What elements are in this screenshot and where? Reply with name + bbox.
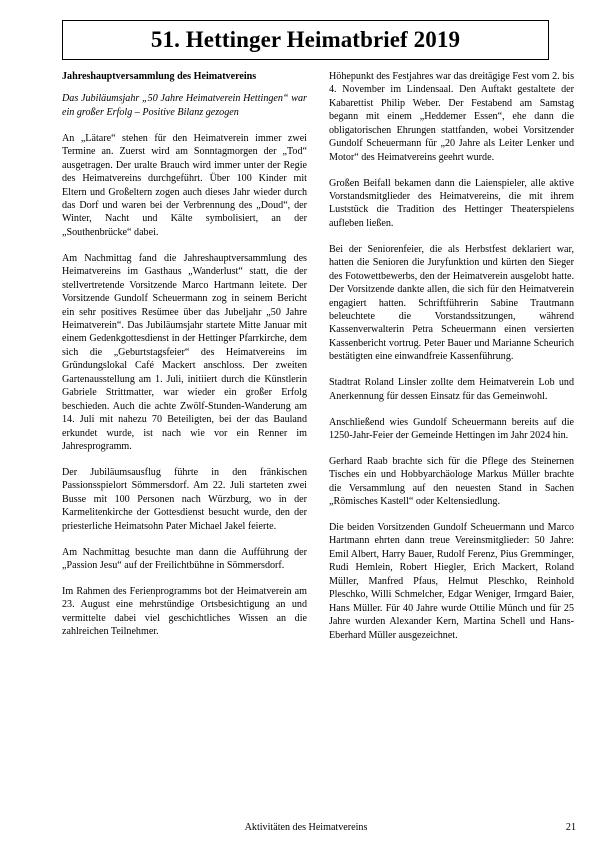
paragraph: Der Jubiläumsausflug führte in den fränkischen Passionsspielort Sömmersdorf. Am 22. Juli starteten zwei Busse mit 100 Personen nach Würzburg, wo in der Karmelitenkirche der Gottesdienst besucht wurde, den der priesterliche Heimatsohn Pater Michael Jakel feierte. xyxy=(62,466,307,532)
article-heading: Jahreshauptversammlung des Heimatvereins xyxy=(62,71,257,82)
paragraph: Gerhard Raab brachte sich für die Pflege des Steinernen Tisches ein und Hobbyarchäologe Markus Müller brachte die Versammlung auf den neuesten Stand in Sachen „Römisches Kastell“ oder Keltensiedlung. xyxy=(329,455,574,508)
paragraph: Anschließend wies Gundolf Scheuermann bereits auf die 1250-Jahr-Feier der Gemeinde Hettingen im Jahr 2024 hin. xyxy=(329,416,574,441)
paragraph: Bei der Seniorenfeier, die als Herbstfest deklariert war, hatten die Senioren die Juryfunktion und kürten den Sieger des Fotowettbewerbs, den der Heimatverein ausgelobt hatte. Der Vorsitzende dankte allen, die sich für den Heimatverein engagiert hatten. Schriftführerin Sabine Trautmann beleuchtete die Vorstandssitzungen, während Kassenverwalterin Petra Scheuermann einen versierten Kassenbericht vortrug. Peter Bauer und Marianne Scheurich bestätigten eine einwandfreie Kassenführung. xyxy=(329,243,574,363)
paragraph: Die beiden Vorsitzenden Gundolf Scheuermann und Marco Hartmann ehrten dann treue Vereinsmitglieder: 50 Jahre: Emil Albert, Harry Bauer, Rudolf Ferenz, Pius Gremminger, Rudi Hemlein, Robert Hiegler, Erich Mackert, Roland Müller, Manfred Pfaus, Helmut Pleschko, Reinhold Pleschko, Willi Schmelcher, Edgar Weniger, Irmgard Baier, Hans Müller. Für 40 Jahre wurde Ottilie Münch und für 25 Jahre wurden Alexander Kern, Martina Schell und Hans-Eberhard Müller ausgezeichnet. xyxy=(329,522,574,641)
paragraph: Höhepunkt des Festjahres war das dreitägige Fest vom 2. bis 4. November im Lindensaal. Den Auftakt gestaltete der Kabarettist Philip Weber. Der Festabend am Samstag begann mit einem „Heddemer Essen“, ehe dann die obligatorischen Ehrungen stattfanden, wobei Vorsitzender Gundolf Scheuermann für „20 Jahre als Leiter Lenker und Motor“ des Heimatvereins geehrt wurde. xyxy=(329,71,575,163)
right-column xyxy=(329,70,574,655)
title-box xyxy=(62,20,549,60)
page-number: 21 xyxy=(565,822,576,833)
paragraph: Am Nachmittag fand die Jahreshauptversammlung des Heimatvereins im Gasthaus „Wanderlust“ statt, die der stellvertretende Vorsitzende Marco Hartmann leitete. Der Vorsitzende Gundolf Scheuermann zog in seinem Bericht ein sehr positives Resümee über das Jubeljahr „50 Jahre Heimatverein“. Das Jubiläumsjahr startete Mitte Januar mit einem Gedenkgottesdienst in der Hettinger Pfarrkirche, dem sich die „Geburtstagsfeier“ des Heimatvereins im Gründungslokal Café Mackert anschloss. Der zweiten Gartenausstellung am 1. Juli, initiiert durch die Künstlerin Gabriele Strittmatter, war wieder ein großer Erfolg beschieden. Auch die achte Zwölf-Stunden-Wanderung am 14. Juli mit nahezu 70 Beteiligten, bei der das Bauland erkundet wurde, ist nach wie vor ein Renner im Jahresprogramm. xyxy=(62,252,307,453)
paragraph: Am Nachmittag besuchte man dann die Aufführung der „Passion Jesu“ auf der Freilichtbühne in Sömmersdorf. xyxy=(62,546,307,572)
left-column xyxy=(62,70,307,651)
paragraph: Stadtrat Roland Linsler zollte dem Heimatverein Lob und Anerkennung für dessen Einsatz für das Gemeinwohl. xyxy=(329,377,574,402)
page-title: 51. Hettinger Heimatbrief 2019 xyxy=(150,27,461,52)
footer-section-title: Aktivitäten des Heimatvereins xyxy=(244,822,368,833)
paragraph: Großen Beifall bekamen dann die Laienspieler, alle aktive Vorstandsmitglieder des Heimatvereins, die mit ihrem Luststück die Tradition des Hettinger Theaterspielens aufleben ließen. xyxy=(329,177,574,229)
paragraph: An „Lätare“ stehen für den Heimatverein immer zwei Termine an. Zuerst wird am Sonntagmorgen der „Tod“ ausgetragen. Der uralte Brauch wird immer unter der Regie des Heimatvereins durchgeführt. Über 100 Kinder mit Eltern und Großeltern zogen auch dieses Jahr wieder durch das Dorf und waren bei der Verbrennung des „Doud“, der Winter, Nacht und Kälte symbolisiert, an der „Southenbrücke“ dabei. xyxy=(62,132,307,238)
article-lead: Das Jubiläumsjahr „50 Jahre Heimatverein Hettingen“ war ein großer Erfolg – Positive Bilanz gezogen xyxy=(62,93,307,118)
paragraph: Im Rahmen des Ferienprogramms bot der Heimatverein am 23. August eine mehrstündige Ortsbesichtigung an und vermittelte dabei viel geschichtliches Wissen an die zahlreichen Teilnehmer. xyxy=(62,585,307,638)
